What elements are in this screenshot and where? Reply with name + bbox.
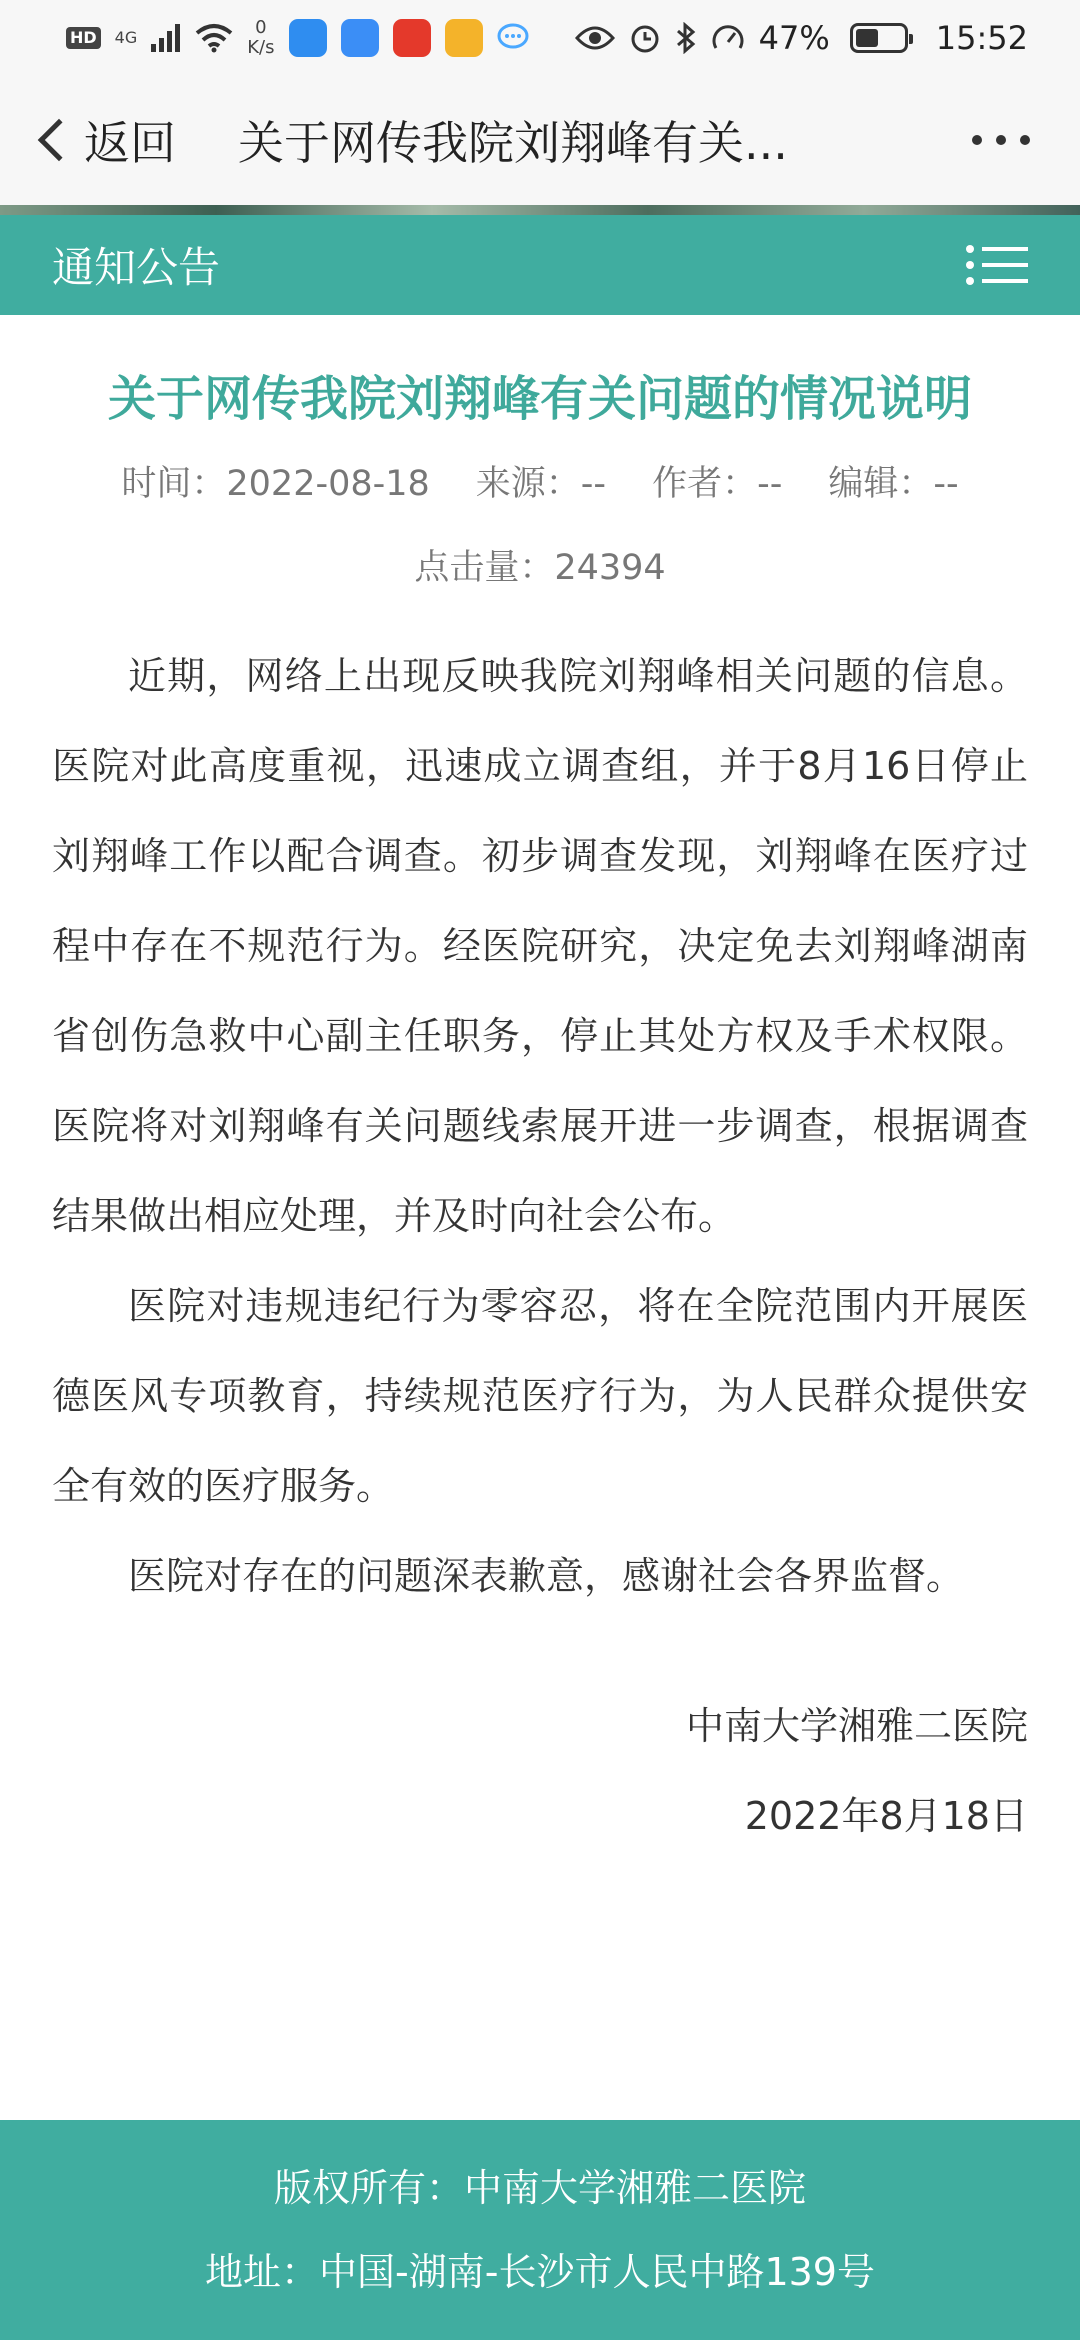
- more-horizontal-icon[interactable]: [972, 135, 1050, 145]
- signal-icon: [151, 24, 181, 52]
- meta-author: 作者：--: [652, 464, 783, 504]
- speed-value: 0: [255, 16, 267, 38]
- battery-percent: 47%: [758, 18, 830, 57]
- signature-date: 2022年8月18日: [744, 1794, 1028, 1838]
- footer-address: 地址：中国-湖南-长沙市人民中路139号: [205, 2250, 875, 2294]
- chat-icon: [497, 23, 531, 53]
- paragraph: 近期，网络上出现反映我院刘翔峰相关问题的信息。医院对此高度重视，迅速成立调查组，并于8月16日停止刘翔峰工作以配合调查。初步调查发现，刘翔峰在医疗过程中存在不规范行为。经医院研究，决定免去刘翔峰湖南省创伤急救中心副主任职务，停止其处方权及手术权限。医院将对刘翔峰有关问题线索展开进一步调查，根据调查结果做出相应处理，并及时向社会公布。: [52, 654, 1028, 1238]
- alarm-icon: [629, 22, 661, 54]
- menu-line: [982, 279, 1028, 283]
- article-title: 关于网传我院刘翔峰有关问题的情况说明: [107, 371, 972, 427]
- eye-icon: [575, 24, 615, 52]
- article-body: [52, 631, 1028, 1621]
- status-bar: [0, 0, 1080, 75]
- hd-badge: HD: [66, 27, 101, 49]
- weibo-icon: [445, 19, 483, 57]
- bluetooth-icon: [675, 22, 697, 54]
- battery-icon: [850, 23, 908, 53]
- status-right: [575, 19, 1028, 57]
- status-left: [66, 18, 531, 58]
- dot: [1020, 135, 1030, 145]
- section-title: 通知公告: [52, 243, 221, 292]
- article-meta: [52, 459, 1028, 509]
- dot: [996, 135, 1006, 145]
- banner-image: [0, 205, 1080, 215]
- dot: [972, 135, 982, 145]
- app-nav-bar: [0, 75, 1080, 205]
- signature-org: 中南大学湘雅二医院: [685, 1704, 1028, 1748]
- cloud-icon: [341, 19, 379, 57]
- speedometer-icon: [711, 22, 745, 54]
- footer-copyright: 版权所有：中南大学湘雅二医院: [273, 2166, 806, 2210]
- menu-line: [982, 247, 1028, 251]
- meta-editor: 编辑：--: [828, 464, 959, 504]
- page-title: 关于网传我院刘翔峰有关...: [238, 116, 788, 170]
- list-menu-icon[interactable]: [966, 243, 1028, 287]
- article: [52, 315, 1028, 1861]
- article-signature: [52, 1681, 1028, 1861]
- meta-source: 来源：--: [475, 464, 607, 504]
- weather-icon: [289, 19, 327, 57]
- back-label: 返回: [84, 116, 176, 170]
- clock: 15:52: [935, 18, 1028, 57]
- network-type: 4G: [114, 27, 138, 47]
- section-header: [0, 215, 1080, 315]
- meta-time: 时间：2022-08-18: [121, 464, 430, 504]
- network-speed: [247, 18, 274, 58]
- menu-line: [982, 263, 1028, 267]
- paragraph: 医院对违规违纪行为零容忍，将在全院范围内开展医德医风专项教育，持续规范医疗行为，为人民群众提供安全有效的医疗服务。: [52, 1284, 1028, 1508]
- speed-unit: K/s: [247, 36, 275, 58]
- paragraph: 医院对存在的问题深表歉意，感谢社会各界监督。: [128, 1554, 965, 1598]
- footer: [0, 2120, 1080, 2340]
- back-button[interactable]: [30, 107, 176, 173]
- wifi-icon: [195, 23, 233, 53]
- meta-views: 点击量：24394: [414, 548, 666, 588]
- chevron-left-icon: [38, 119, 80, 161]
- battery-fill: [856, 29, 878, 47]
- app-icon: [393, 19, 431, 57]
